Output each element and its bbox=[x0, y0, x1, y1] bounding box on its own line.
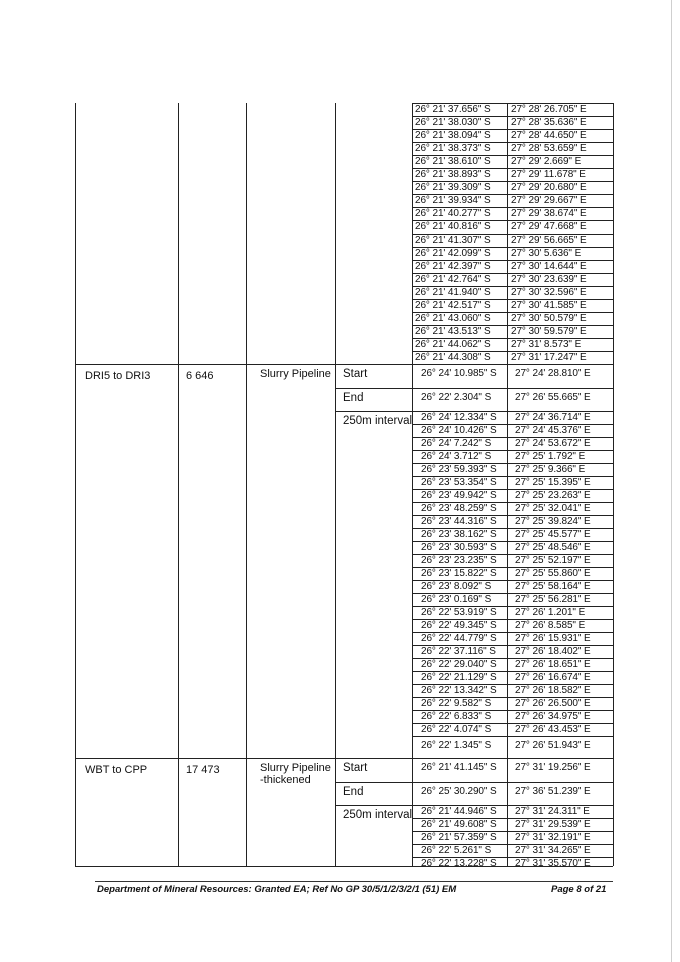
latitude-cell: 26° 22' 4.074" S bbox=[421, 724, 492, 735]
longitude-cell: 27° 25' 56.281" E bbox=[515, 594, 591, 605]
latitude-cell: 26° 21' 42.099" S bbox=[415, 247, 491, 259]
latitude-cell: 26° 23' 30.593" S bbox=[421, 542, 497, 553]
latitude-cell: 26° 21' 44.308" S bbox=[415, 351, 491, 363]
latitude-cell: 26° 21' 41.145" S bbox=[421, 762, 497, 773]
longitude-cell: 27° 31' 19.256" E bbox=[515, 762, 591, 773]
longitude-cell: 27° 25' 48.546" E bbox=[515, 542, 591, 553]
longitude-cell: 27° 26' 18.582" E bbox=[515, 685, 591, 696]
page-number: Page 8 of 21 bbox=[551, 884, 607, 895]
latitude-cell: 26° 22' 6.833" S bbox=[421, 711, 492, 722]
row-border bbox=[412, 736, 613, 737]
latitude-cell: 26° 21' 41.940" S bbox=[415, 286, 491, 298]
longitude-cell: 27° 30' 41.585" E bbox=[511, 299, 587, 311]
group-separator bbox=[75, 758, 613, 759]
longitude-cell: 27° 31' 24.311" E bbox=[515, 806, 590, 817]
latitude-cell: 26° 23' 53.354" S bbox=[421, 477, 497, 488]
longitude-cell: 27° 29' 38.674" E bbox=[511, 208, 587, 220]
latitude-cell: 26° 23' 23.235" S bbox=[421, 555, 497, 566]
footer-rule bbox=[95, 881, 613, 882]
longitude-cell: 27° 25' 58.164" E bbox=[515, 581, 591, 592]
longitude-cell: 27° 25' 45.577" E bbox=[515, 529, 591, 540]
point-label: End bbox=[343, 786, 364, 798]
latitude-cell: 26° 23' 38.162" S bbox=[421, 529, 497, 540]
longitude-cell: 27° 30' 32.596" E bbox=[511, 286, 587, 298]
latitude-cell: 26° 21' 41.307" S bbox=[415, 234, 491, 246]
latitude-cell: 26° 21' 38.610" S bbox=[415, 156, 491, 168]
point-row-border bbox=[335, 388, 412, 389]
point-label: 250m interval bbox=[343, 809, 413, 821]
longitude-cell: 27° 26' 18.651" E bbox=[515, 659, 591, 670]
latitude-cell: 26° 22' 1.345" S bbox=[421, 740, 492, 751]
latitude-cell: 26° 22' 13.228" S bbox=[421, 858, 497, 869]
latitude-cell: 26° 21' 43.060" S bbox=[415, 312, 491, 324]
latitude-cell: 26° 23' 8.092" S bbox=[421, 581, 492, 592]
pipeline-type: Slurry Pipeline -thickened bbox=[260, 762, 331, 786]
pipeline-type: Slurry Pipeline bbox=[260, 368, 331, 380]
latitude-cell: 26° 22' 21.129" S bbox=[421, 672, 497, 683]
latitude-cell: 26° 21' 38.373" S bbox=[415, 143, 491, 155]
latitude-cell: 26° 24' 7.242" S bbox=[421, 438, 492, 449]
longitude-cell: 27° 26' 8.585" E bbox=[515, 620, 586, 631]
latitude-cell: 26° 23' 49.942" S bbox=[421, 490, 497, 501]
latitude-cell: 26° 21' 40.816" S bbox=[415, 221, 491, 233]
table-column-border bbox=[335, 103, 336, 866]
latitude-cell: 26° 21' 37.656" S bbox=[415, 104, 491, 115]
latitude-cell: 26° 21' 44.946" S bbox=[421, 806, 497, 817]
longitude-cell: 27° 31' 34.265" E bbox=[515, 845, 591, 856]
row-border bbox=[412, 388, 613, 389]
latitude-cell: 26° 22' 29.040" S bbox=[421, 659, 497, 670]
longitude-cell: 27° 26' 15.931" E bbox=[515, 633, 591, 644]
latitude-cell: 26° 24' 10.426" S bbox=[421, 425, 497, 436]
longitude-cell: 27° 24' 28.810" E bbox=[515, 368, 591, 379]
longitude-cell: 27° 30' 23.639" E bbox=[511, 273, 587, 285]
latitude-cell: 26° 23' 44.316" S bbox=[421, 516, 497, 527]
latitude-cell: 26° 21' 42.764" S bbox=[415, 273, 491, 285]
latitude-cell: 26° 21' 43.513" S bbox=[415, 325, 491, 337]
route-length: 17 473 bbox=[186, 764, 220, 776]
longitude-cell: 27° 24' 45.376" E bbox=[515, 425, 591, 436]
point-label: 250m interval bbox=[343, 415, 413, 427]
latitude-cell: 26° 23' 15.822" S bbox=[421, 568, 497, 579]
longitude-cell: 27° 25' 39.824" E bbox=[515, 516, 591, 527]
longitude-cell: 27° 25' 32.041" E bbox=[515, 503, 591, 514]
longitude-cell: 27° 28' 44.650" E bbox=[511, 130, 587, 142]
latitude-cell: 26° 21' 44.062" S bbox=[415, 338, 491, 350]
longitude-cell: 27° 30' 59.579" E bbox=[511, 325, 587, 337]
longitude-cell: 27° 26' 55.665" E bbox=[515, 392, 591, 403]
latitude-cell: 26° 25' 30.290" S bbox=[421, 786, 497, 797]
longitude-cell: 27° 29' 47.668" E bbox=[511, 221, 587, 233]
footer-reference: Department of Mineral Resources: Granted EA; Ref No GP 30/5/1/2/3/2/1 (51) EM bbox=[97, 884, 457, 895]
longitude-cell: 27° 29' 2.669" E bbox=[511, 156, 582, 168]
longitude-cell: 27° 29' 56.665" E bbox=[511, 234, 587, 246]
longitude-cell: 27° 26' 1.201" E bbox=[515, 607, 586, 618]
latitude-cell: 26° 22' 44.779" S bbox=[421, 633, 497, 644]
longitude-cell: 27° 26' 16.674" E bbox=[515, 672, 591, 683]
table-column-border bbox=[75, 103, 76, 866]
longitude-cell: 27° 30' 5.636" E bbox=[511, 247, 582, 259]
longitude-cell: 27° 28' 53.659" E bbox=[511, 143, 587, 155]
route-name: DRI5 to DRI3 bbox=[85, 370, 151, 382]
longitude-cell: 27° 26' 51.943" E bbox=[515, 740, 591, 751]
table-column-border bbox=[412, 103, 413, 866]
latitude-cell: 26° 24' 10.985" S bbox=[421, 368, 497, 379]
longitude-cell: 27° 31' 8.573" E bbox=[511, 338, 582, 350]
latitude-cell: 26° 22' 13.342" S bbox=[421, 685, 497, 696]
longitude-cell: 27° 25' 52.197" E bbox=[515, 555, 591, 566]
longitude-cell: 27° 31' 35.570" E bbox=[515, 858, 591, 869]
latitude-cell: 26° 22' 37.116" S bbox=[421, 646, 496, 657]
longitude-cell: 27° 29' 29.667" E bbox=[511, 195, 587, 207]
longitude-cell: 27° 31' 29.539" E bbox=[515, 819, 591, 830]
longitude-cell: 27° 25' 9.366" E bbox=[515, 464, 586, 475]
latitude-cell: 26° 21' 57.359" S bbox=[421, 832, 497, 843]
latitude-cell: 26° 22' 9.582" S bbox=[421, 698, 492, 709]
longitude-cell: 27° 30' 50.579" E bbox=[511, 312, 587, 324]
longitude-cell: 27° 31' 32.191" E bbox=[515, 832, 591, 843]
latitude-cell: 26° 23' 0.169" S bbox=[421, 594, 492, 605]
latitude-cell: 26° 22' 49.345" S bbox=[421, 620, 497, 631]
latitude-cell: 26° 21' 42.397" S bbox=[415, 260, 491, 272]
longitude-cell: 27° 26' 43.453" E bbox=[515, 724, 591, 735]
longitude-cell: 27° 25' 1.792" E bbox=[515, 451, 586, 462]
latitude-cell: 26° 21' 39.934" S bbox=[415, 195, 491, 207]
longitude-cell: 27° 25' 23.263" E bbox=[515, 490, 591, 501]
route-length: 6 646 bbox=[186, 370, 214, 382]
row-border bbox=[412, 782, 613, 783]
longitude-cell: 27° 29' 11.678" E bbox=[511, 169, 586, 181]
point-label: End bbox=[343, 392, 364, 404]
latitude-cell: 26° 24' 3.712" S bbox=[421, 451, 492, 462]
page-edge-line bbox=[671, 0, 672, 962]
latitude-cell: 26° 24' 12.334" S bbox=[421, 412, 497, 423]
longitude-cell: 27° 26' 18.402" E bbox=[515, 646, 591, 657]
longitude-cell: 27° 30' 14.644" E bbox=[511, 260, 587, 272]
latitude-cell: 26° 21' 38.893" S bbox=[415, 169, 491, 181]
table-column-border bbox=[246, 103, 247, 866]
longitude-cell: 27° 29' 20.680" E bbox=[511, 182, 587, 194]
longitude-cell: 27° 24' 36.714" E bbox=[515, 412, 591, 423]
route-name: WBT to CPP bbox=[85, 764, 148, 776]
longitude-cell: 27° 26' 26.500" E bbox=[515, 698, 591, 709]
latitude-cell: 26° 22' 2.304" S bbox=[421, 392, 492, 403]
longitude-cell: 27° 24' 53.672" E bbox=[515, 438, 591, 449]
latitude-cell: 26° 21' 39.309" S bbox=[415, 182, 491, 194]
latitude-cell: 26° 22' 53.919" S bbox=[421, 607, 497, 618]
group-separator bbox=[75, 364, 613, 365]
latitude-cell: 26° 21' 38.030" S bbox=[415, 117, 491, 129]
longitude-cell: 27° 31' 17.247" E bbox=[511, 351, 587, 363]
point-row-border bbox=[335, 411, 412, 412]
longitude-cell: 27° 25' 55.860" E bbox=[515, 568, 591, 579]
longitude-cell: 27° 26' 34.975" E bbox=[515, 711, 591, 722]
point-label: Start bbox=[343, 762, 368, 774]
longitude-cell: 27° 28' 35.636" E bbox=[511, 117, 587, 129]
longitude-cell: 27° 25' 15.395" E bbox=[515, 477, 591, 488]
point-label: Start bbox=[343, 368, 368, 380]
latitude-cell: 26° 21' 42.517" S bbox=[415, 299, 491, 311]
latitude-cell: 26° 23' 48.259" S bbox=[421, 503, 497, 514]
latitude-cell: 26° 22' 5.261" S bbox=[421, 845, 492, 856]
latitude-cell: 26° 23' 59.393" S bbox=[421, 464, 497, 475]
latitude-cell: 26° 21' 49.608" S bbox=[421, 819, 497, 830]
longitude-cell: 27° 28' 26.705" E bbox=[511, 104, 587, 115]
table-column-border bbox=[178, 103, 179, 866]
latitude-cell: 26° 21' 38.094" S bbox=[415, 130, 491, 142]
point-row-border bbox=[335, 805, 412, 806]
point-row-border bbox=[335, 782, 412, 783]
longitude-cell: 27° 36' 51.239" E bbox=[515, 786, 591, 797]
latitude-cell: 26° 21' 40.277" S bbox=[415, 208, 491, 220]
